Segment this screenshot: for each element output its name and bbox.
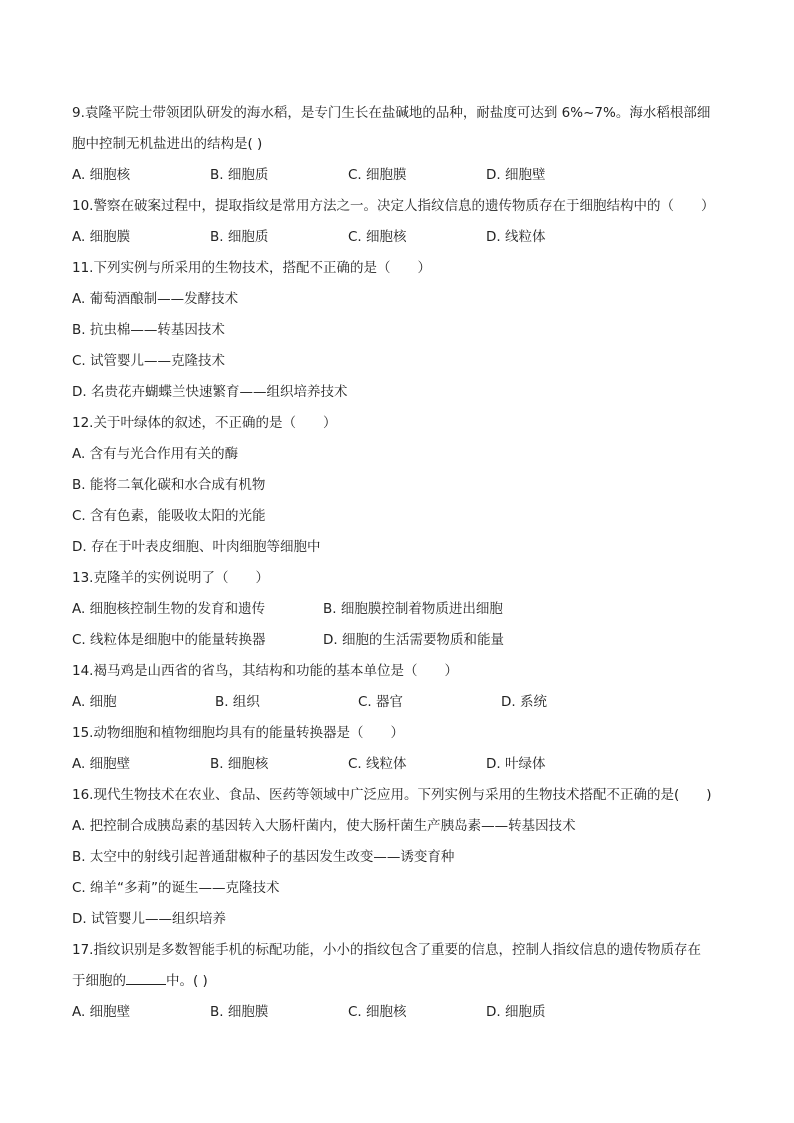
option-d: D. 试管婴儿——组织培养	[72, 911, 226, 927]
question-13	[72, 563, 722, 656]
question-stem-continued	[72, 966, 722, 997]
option-c: C. 线粒体是细胞中的能量转换器	[72, 632, 266, 648]
option-row	[72, 625, 722, 656]
question-16	[72, 780, 722, 935]
option-a: A. 葡萄酒酿制——发酵技术	[72, 291, 239, 307]
option-b: B. 组织	[215, 694, 260, 710]
stem-before-blank: 于细胞的	[72, 973, 126, 989]
option-d: D. 细胞壁	[486, 167, 546, 183]
question-15	[72, 718, 722, 780]
question-stem: 12.关于叶绿体的叙述，不正确的是（ ）	[72, 415, 337, 431]
option-b: B. 细胞质	[210, 229, 269, 245]
option-a: A. 细胞	[72, 694, 117, 710]
option-row	[72, 687, 722, 718]
option-b: B. 细胞膜控制着物质进出细胞	[323, 601, 503, 617]
option-a: A. 细胞壁	[72, 756, 131, 772]
option-b: B. 太空中的射线引起普通甜椒种子的基因发生改变——诱变育种	[72, 849, 455, 865]
option-c: C. 含有色素，能吸收太阳的光能	[72, 508, 266, 524]
option-a: A. 细胞膜	[72, 229, 131, 245]
question-14	[72, 656, 722, 718]
option-a: A. 含有与光合作用有关的酶	[72, 446, 239, 462]
option-d: D. 细胞的生活需要物质和能量	[323, 632, 504, 648]
option-a: A. 细胞核	[72, 167, 131, 183]
question-stem: 17.指纹识别是多数智能手机的标配功能，小小的指纹包含了重要的信息，控制人指纹信息的遗传物质存在	[72, 942, 701, 958]
option-d: D. 存在于叶表皮细胞、叶肉细胞等细胞中	[72, 539, 321, 555]
question-stem: 10.警察在破案过程中，提取指纹是常用方法之一。决定人指纹信息的遗传物质存在于细胞结构中的（ ）	[72, 198, 715, 214]
option-row	[72, 222, 722, 253]
question-stem: 15.动物细胞和植物细胞均具有的能量转换器是（ ）	[72, 725, 404, 741]
question-stem: 胞中控制无机盐进出的结构是( )	[72, 136, 263, 152]
stem-after-blank: 中。( )	[166, 973, 208, 989]
option-row	[72, 594, 722, 625]
question-stem: 14.褐马鸡是山西省的省鸟，其结构和功能的基本单位是（ ）	[72, 663, 458, 679]
option-c: C. 器官	[358, 694, 404, 710]
option-c: C. 细胞核	[348, 1004, 407, 1020]
option-d: D. 线粒体	[486, 229, 546, 245]
option-b: B. 抗虫棉——转基因技术	[72, 322, 225, 338]
option-d: D. 叶绿体	[486, 756, 546, 772]
option-c: C. 细胞膜	[348, 167, 407, 183]
fill-blank	[126, 970, 166, 985]
option-c: C. 绵羊“多莉”的诞生——克隆技术	[72, 880, 280, 896]
option-d: D. 细胞质	[486, 1004, 546, 1020]
option-row	[72, 160, 722, 191]
option-a: A. 把控制合成胰岛素的基因转入大肠杆菌内，使大肠杆菌生产胰岛素——转基因技术	[72, 818, 576, 834]
option-c: C. 试管婴儿——克隆技术	[72, 353, 226, 369]
question-9	[72, 98, 722, 191]
option-b: B. 能将二氧化碳和水合成有机物	[72, 477, 266, 493]
option-c: C. 线粒体	[348, 756, 407, 772]
question-stem: 11.下列实例与所采用的生物技术，搭配不正确的是（ ）	[72, 260, 431, 276]
option-b: B. 细胞核	[210, 756, 269, 772]
option-b: B. 细胞膜	[210, 1004, 269, 1020]
question-17	[72, 935, 722, 1028]
question-stem: 13.克隆羊的实例说明了（ ）	[72, 570, 269, 586]
option-row	[72, 997, 722, 1028]
question-12	[72, 408, 722, 563]
question-11	[72, 253, 722, 408]
question-stem: 9.袁隆平院士带领团队研发的海水稻，是专门生长在盐碱地的品种，耐盐度可达到 6%~7%。海水稻根部细	[72, 105, 711, 121]
option-b: B. 细胞质	[210, 167, 269, 183]
option-row	[72, 749, 722, 780]
option-c: C. 细胞核	[348, 229, 407, 245]
option-d: D. 名贵花卉蝴蝶兰快速繁育——组织培养技术	[72, 384, 348, 400]
option-d: D. 系统	[501, 694, 547, 710]
question-10	[72, 191, 722, 253]
option-a: A. 细胞核控制生物的发育和遗传	[72, 601, 266, 617]
option-a: A. 细胞壁	[72, 1004, 131, 1020]
question-stem: 16.现代生物技术在农业、食品、医药等领域中广泛应用。下列实例与采用的生物技术搭配不正确的是( )	[72, 787, 712, 803]
